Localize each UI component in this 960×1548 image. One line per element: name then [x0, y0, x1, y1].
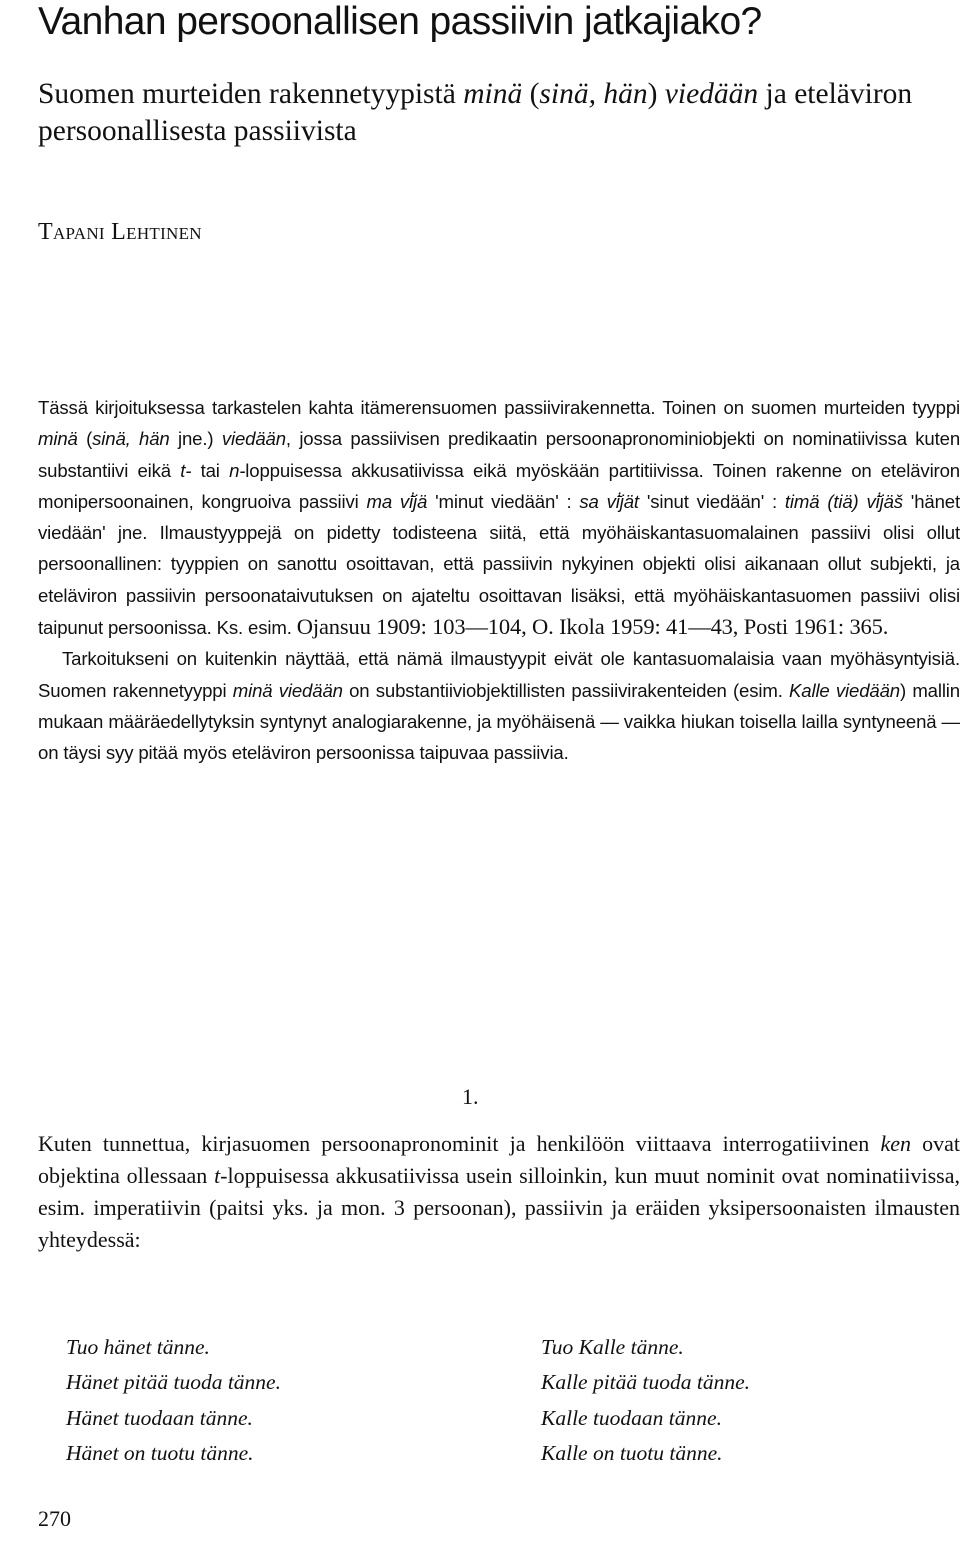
example-line: Kalle pitää tuoda tänne. — [541, 1370, 751, 1395]
abstract-text: Tässä kirjoituksessa tarkastelen kahta itämerensuomen passiivirakennetta. Toinen on suomen murteiden tyyppi — [38, 397, 960, 418]
author-first-initial: T — [38, 219, 53, 245]
article-title: Vanhan persoonallisen passiivin jatkajiako? — [38, 0, 762, 43]
body-text-run: Kuten tunnettua, kirjasuomen persoonapronominit ja henkilöön viittaava interrogatiivinen — [38, 1131, 881, 1156]
abstract-italic: t- — [180, 459, 192, 481]
abstract-text: 'hänet viedään' jne. Ilmaustyyppejä on pidetty todisteena siitä, että myöhäiskantasuomalainen passiivi olisi ollut persoonallinen: tyyppien on sanottu osoittavan, että passiivin nykyinen objekti olisi aikanaan ollut subjekti, ja eteläviron passiivin persoonataivutuksen on ajateltu osoittavan lisäksi, että myöhäiskantasuomen passiivi olisi taipunut persoonissa. Ks. esim. — [38, 490, 960, 639]
abstract-italic: n- — [229, 459, 246, 481]
subtitle-italic-sina-han: sinä, hän — [539, 78, 648, 110]
abstract-citations: Ojansuu 1909: 103—104, O. Ikola 1959: 41—43, Posti 1961: 365. — [296, 614, 889, 640]
abstract-paragraph-1 — [38, 392, 960, 643]
abstract-text: ) mallin mukaan määräedellytyksin syntynyt analogiarakenne, ja myöhäisenä — vaikka hiukan toisella lailla syntyneenä — on täysi syy pitää myös eteläviron persoonissa taipuvaa passiivia. — [38, 679, 960, 764]
example-line: Kalle on tuotu tänne. — [541, 1441, 723, 1466]
example-line: Tuo hänet tänne. — [66, 1335, 210, 1359]
abstract-text: 'sinut viedään' : — [638, 490, 785, 512]
example-line: Kalle tuodaan tänne. — [541, 1405, 722, 1430]
subtitle-italic-mina: minä — [463, 78, 523, 110]
author-first-rest: APANI — [52, 224, 105, 243]
article-subtitle — [38, 76, 953, 150]
subtitle-text-3: ) — [647, 78, 665, 110]
abstract-text: loppuisessa akkusatiivissa eikä myöskään partitiivissa. Toinen rakenne on eteläviron monipersoonainen, kongruoiva passiivi — [38, 459, 960, 512]
author-name — [38, 219, 202, 246]
page-number: 270 — [38, 1506, 71, 1531]
abstract — [38, 392, 960, 769]
subtitle-text-2: ( — [522, 78, 540, 110]
body-paragraph-1 — [38, 1128, 960, 1256]
section-number: 1. — [462, 1084, 479, 1109]
abstract-italic: minä — [38, 428, 78, 450]
abstract-italic: Kalle viedään — [789, 679, 900, 701]
abstract-text: tai — [191, 459, 230, 481]
abstract-text: , jossa passiivisen predikaatin persoonapronominiobjekti on nominatiivissa kuten substantiivi eikä — [38, 428, 960, 481]
example-line: Tuo Kalle tänne. — [541, 1335, 684, 1359]
abstract-italic: timä (tiä) vi̇̄jäš — [784, 490, 903, 512]
abstract-italic: viedään — [221, 428, 286, 450]
abstract-text: Tarkoitukseni on kuitenkin näyttää, että nämä ilmaustyypit eivät ole kantasuomalaisia vaan myöhäsyntyisiä. Suomen rakennetyyppi — [38, 648, 960, 701]
abstract-text: 'minut viedään' : — [427, 490, 580, 512]
abstract-italic: sinä, hän — [92, 428, 170, 450]
abstract-italic: sa vi̇̄jät — [579, 490, 639, 512]
author-last-initial: L — [111, 219, 127, 245]
abstract-italic: minä viedään — [232, 679, 343, 701]
body-text-run: ovat objektina ollessaan — [38, 1131, 960, 1188]
examples-right-column — [541, 1330, 750, 1472]
subtitle-italic-viedaan: viedään — [664, 78, 759, 110]
example-line: Hänet pitää tuoda tänne. — [66, 1370, 281, 1395]
examples-left-column — [66, 1330, 281, 1472]
abstract-text: ( — [77, 428, 93, 450]
body-text — [38, 1128, 960, 1256]
abstract-italic: ma vi̇̄jä — [366, 490, 428, 512]
example-line: Hänet tuodaan tänne. — [66, 1405, 253, 1430]
body-italic: ken — [880, 1131, 911, 1156]
subtitle-text-1: Suomen murteiden rakennetyypistä — [38, 78, 464, 110]
body-text-run: loppuisessa akkusatiivissa usein silloinkin, kun muut nominit ovat nominatiivissa, esim. imperatiivin (paitsi yks. ja mon. 3 persoonan), passiivin ja eräiden yksipersoonaisten ilmausten yhteydessä: — [38, 1163, 960, 1252]
abstract-text: jne.) — [169, 428, 222, 450]
author-last-rest: EHTINEN — [126, 224, 202, 243]
abstract-paragraph-2 — [38, 643, 960, 768]
abstract-text: on substantiiviobjektillisten passiivirakenteiden (esim. — [342, 679, 790, 701]
subtitle-text-4: ja eteläviron persoonallisesta passiivista — [38, 78, 913, 147]
body-italic: t- — [214, 1163, 228, 1188]
example-line: Hänet on tuotu tänne. — [66, 1441, 254, 1466]
